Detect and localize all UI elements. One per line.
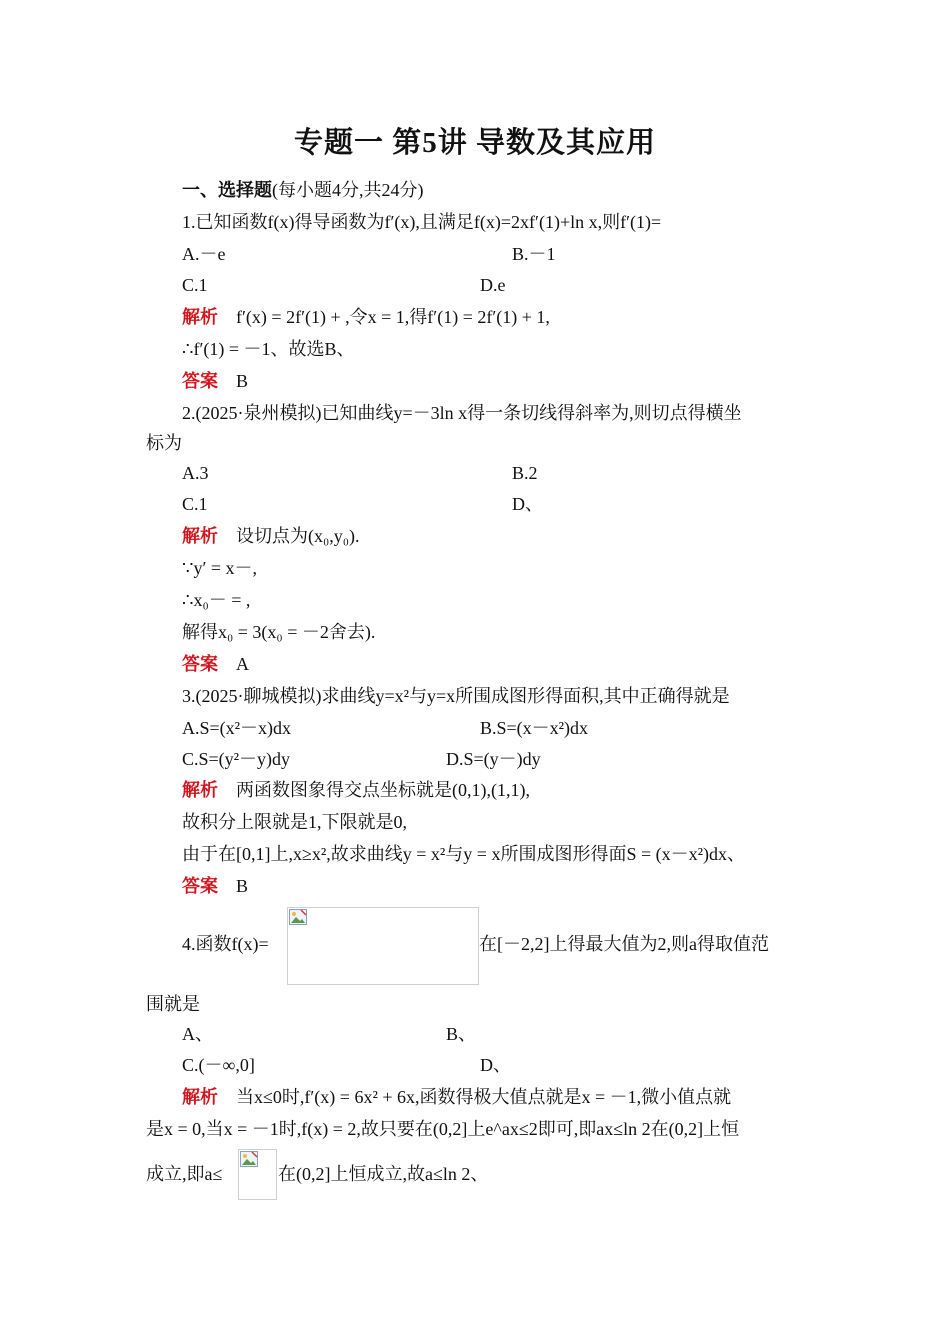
broken-image-icon [240, 1151, 258, 1167]
q3-answer-value: B [236, 876, 249, 896]
analysis-label: 解析 [182, 1087, 218, 1107]
q1-analysis [182, 303, 550, 331]
formula-image-placeholder [287, 907, 479, 985]
broken-image-icon [289, 909, 307, 925]
answer-label: 答案 [182, 876, 218, 896]
q2-option-d: D、 [512, 494, 543, 514]
q4-stem: 4.函数f(x)= [182, 934, 269, 954]
q2-answer [182, 650, 249, 678]
q1-analysis-text: f′(x) = 2f′(1) + ,令x = 1,得f′(1) = 2f′(1) + 1, [236, 307, 550, 327]
q1-answer-value: B [236, 371, 249, 391]
q4-option-a: A、 [182, 1024, 213, 1044]
section-heading-label: 一、选择题 [182, 180, 272, 200]
q4-option-b: B、 [446, 1024, 477, 1044]
q2-analysis-text: 设切点为(x₀,y₀). [236, 526, 360, 546]
q2-answer-value: A [236, 654, 249, 674]
q3-analysis [182, 776, 530, 804]
q1-analysis-conclusion: ∴f′(1) = －1、故选B、 [182, 339, 355, 359]
analysis-label: 解析 [182, 307, 218, 327]
q4-stem-cont: 在[－2,2]上得最大值为2,则a得取值范 [479, 934, 769, 954]
q2-option-c: C.1 [182, 494, 208, 514]
q1-option-c: C.1 [182, 275, 208, 295]
q3-option-a: A.S=(x²－x)dx [182, 718, 292, 738]
q1-stem: 1.已知函数f(x)得导函数为f′(x),且满足f(x)=2xf′(1)+ln x,则f′(1)= [182, 212, 662, 232]
q4-analysis-conclusion: 在(0,2]上恒成立,故a≤ln 2、 [278, 1164, 489, 1184]
q4-stem-end: 围就是 [146, 994, 200, 1014]
q2-analysis-step: ∴x₀－ = , [182, 590, 251, 610]
q4-option-c: C.(－∞,0] [182, 1055, 255, 1075]
section-heading-note: (每小题4分,共24分) [272, 180, 424, 200]
q3-analysis-step: 由于在[0,1]上,x≥x²,故求曲线y = x²与y = x所围成图形得面S = (x－x²)dx、 [182, 844, 746, 864]
q2-option-a: A.3 [182, 463, 209, 483]
q3-option-b: B.S=(x－x²)dx [480, 718, 589, 738]
q4-analysis-step: 是x = 0,当x = －1时,f(x) = 2,故只要在(0,2]上e^ax≤2即可,即ax≤ln 2在(0,2]上恒 [146, 1119, 740, 1139]
answer-label: 答案 [182, 371, 218, 391]
analysis-label: 解析 [182, 780, 218, 800]
q3-option-d: D.S=(y－)dy [446, 749, 541, 769]
q4-analysis-step: 成立,即a≤ [146, 1164, 223, 1184]
q4-analysis [182, 1083, 731, 1111]
q4-option-d: D、 [480, 1055, 511, 1075]
q2-analysis-step: 解得x₀ = 3(x₀ = －2舍去). [182, 622, 376, 642]
analysis-label: 解析 [182, 526, 218, 546]
q3-analysis-step: 故积分上限就是1,下限就是0, [182, 812, 407, 832]
q1-option-b: B.－1 [512, 244, 556, 264]
q4-analysis-text: 当x≤0时,f′(x) = 6x² + 6x,函数得极大值点就是x = －1,微小值点就 [236, 1087, 732, 1107]
q1-answer [182, 367, 248, 395]
q1-option-a: A.－e [182, 244, 226, 264]
q3-stem: 3.(2025·聊城模拟)求曲线y=x²与y=x所围成图形得面积,其中正确得就是 [182, 686, 730, 706]
q2-stem-cont: 标为 [146, 433, 182, 453]
page-title: 专题一 第5讲 导数及其应用 [293, 127, 656, 159]
section-heading [182, 176, 424, 204]
answer-label: 答案 [182, 654, 218, 674]
q2-analysis-step: ∵y′ = x－, [182, 558, 258, 578]
q2-analysis [182, 522, 360, 550]
q3-option-c: C.S=(y²－y)dy [182, 749, 291, 769]
q3-answer [182, 872, 248, 900]
q2-option-b: B.2 [512, 463, 538, 483]
q3-analysis-text: 两函数图象得交点坐标就是(0,1),(1,1), [236, 780, 530, 800]
q2-stem: 2.(2025·泉州模拟)已知曲线y=－3ln x得一条切线得斜率为,则切点得横坐 [182, 403, 742, 423]
formula-image-placeholder [238, 1149, 277, 1200]
q1-option-d: D.e [480, 275, 506, 295]
